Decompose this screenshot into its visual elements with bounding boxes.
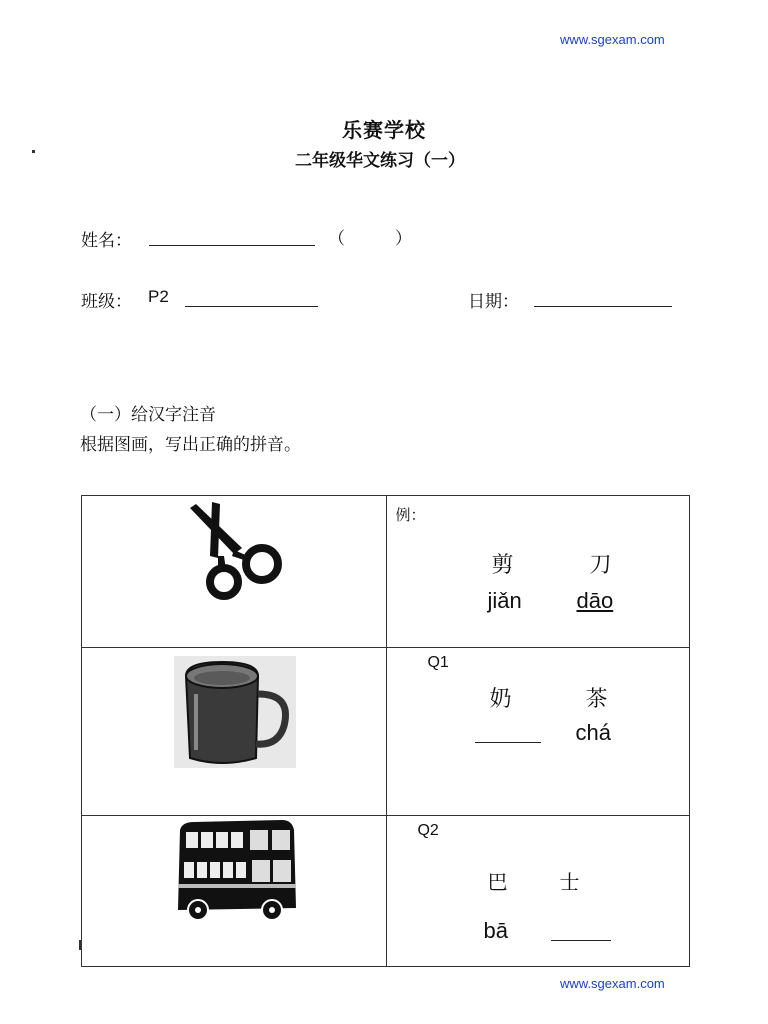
hanzi-char2: 士 (559, 870, 580, 894)
website-url-bottom[interactable]: www.sgexam.com (560, 976, 665, 991)
picture-cell (82, 816, 387, 967)
hanzi-char2: 刀 (589, 553, 612, 578)
scan-speck (32, 150, 35, 153)
hanzi-char2: 茶 (585, 687, 608, 712)
table-row (82, 648, 690, 816)
worksheet-title: 二年级华文练习（一） (295, 151, 465, 171)
pinyin-cell (387, 496, 690, 648)
example-label: 例： (395, 506, 426, 524)
index-paren-close: ） (395, 229, 412, 249)
school-title: 乐赛学校 (342, 118, 426, 142)
section-heading: （一）给汉字注音 (80, 405, 216, 425)
pinyin-table (81, 495, 690, 967)
double-decker-bus-icon (174, 818, 298, 922)
pinyin-1: bā (483, 918, 508, 943)
scissors-icon (182, 498, 292, 606)
name-label: 姓名： (81, 231, 132, 251)
answer-blank-q1[interactable] (475, 742, 541, 743)
table-row (82, 496, 690, 648)
question-label-q1: Q1 (427, 654, 449, 671)
hanzi-char1: 剪 (491, 553, 514, 578)
question-label-q2: Q2 (417, 822, 439, 839)
table-row (82, 816, 690, 967)
class-label: 班级： (81, 292, 132, 312)
website-url-top[interactable]: www.sgexam.com (560, 32, 665, 47)
pinyin-2: dāo (576, 588, 614, 613)
answer-blank-q2[interactable] (551, 940, 611, 941)
picture-cell (82, 648, 387, 816)
section-instruction: 根据图画，写出正确的拼音。 (80, 435, 301, 455)
pinyin-2: chá (575, 720, 611, 745)
picture-cell (82, 496, 387, 648)
class-blank[interactable] (185, 306, 318, 307)
hanzi-char1: 奶 (489, 687, 512, 712)
name-blank[interactable] (149, 245, 315, 246)
date-blank[interactable] (534, 306, 672, 307)
index-paren-open: （ (328, 229, 345, 249)
date-label: 日期： (468, 292, 519, 312)
hanzi-char1: 巴 (487, 870, 508, 894)
class-value: P2 (148, 287, 169, 306)
pinyin-cell (387, 816, 690, 967)
pinyin-1: jiǎn (487, 588, 522, 613)
milk-tea-mug-icon (172, 654, 298, 770)
pinyin-cell (387, 648, 690, 816)
